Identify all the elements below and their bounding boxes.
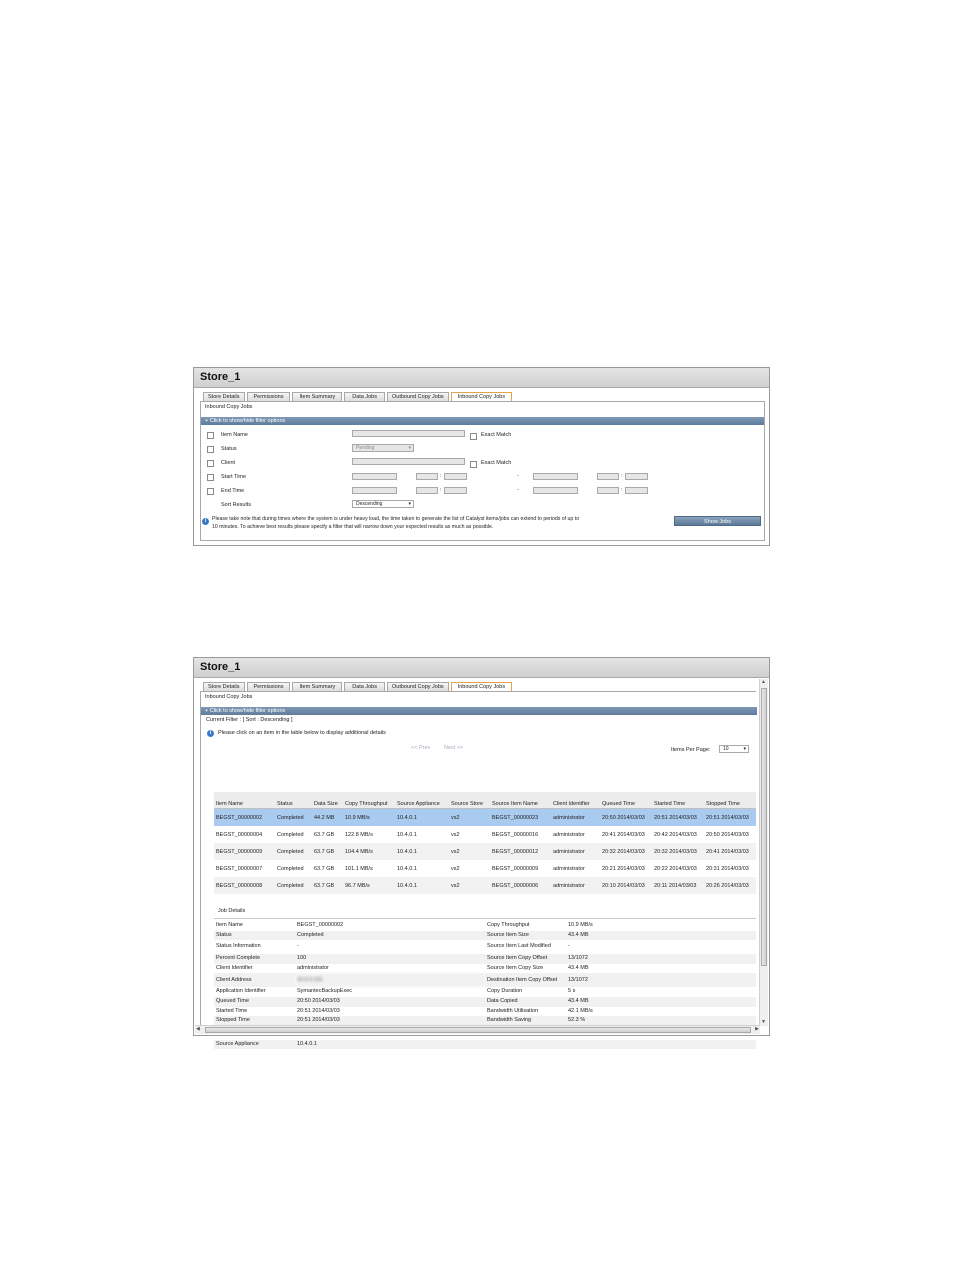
detail-value: BEGST_00000002: [297, 922, 344, 929]
detail-key: Item Name: [216, 922, 243, 929]
sort-results-label: Sort Results: [221, 502, 251, 508]
end-time-from-date[interactable]: [352, 487, 397, 494]
cell-client-identifier: administrator: [553, 865, 585, 872]
end-time-from-minute[interactable]: [444, 487, 467, 494]
detail-value: -: [568, 943, 570, 950]
cell-source-appliance: 10.4.0.1: [395, 843, 449, 860]
cell-queued-time: 20:10 2014/03/03: [600, 877, 652, 894]
cell-stopped-time: 20:31 2014/03/03: [706, 865, 749, 872]
cell-status: Completed: [275, 809, 312, 827]
detail-key: Client Address: [214, 973, 295, 987]
tab-content: [200, 691, 756, 1047]
detail-key: Status: [214, 931, 295, 941]
end-time-label: End Time: [221, 488, 245, 494]
cell-client-identifier: administrator: [551, 843, 600, 860]
detail-key: Application Identifier: [216, 988, 266, 995]
table-hint-text: Please click on an item in the table below to display additional details: [218, 730, 386, 736]
cell-client-identifier: administrator: [551, 809, 600, 827]
column-header[interactable]: Source Appliance: [395, 792, 449, 809]
cell-item-name: BEGST_00000009: [214, 843, 275, 860]
cell-status: Completed: [277, 865, 304, 872]
client-input[interactable]: [352, 458, 465, 465]
detail-value: 13/1072: [566, 954, 756, 964]
cell-started-time: 20:42 2014/03/03: [654, 831, 697, 838]
detail-row: [214, 997, 756, 1007]
detail-key: Bandwidth Utilisation: [487, 1007, 539, 1014]
cell-source-item-name: BEGST_00000006: [490, 877, 551, 894]
cell-stopped-time: 20:26 2014/03/03: [704, 877, 756, 894]
client-exact-match-label: Exact Match: [481, 460, 512, 466]
cell-data-size: 63.7 GB: [314, 865, 335, 872]
filter-toggle-bar[interactable]: + Click to show/hide filter options: [201, 417, 764, 425]
detail-value: 5 s: [568, 988, 576, 995]
start-time-to-minute[interactable]: [625, 473, 648, 480]
detail-row: [214, 1040, 756, 1050]
detail-row: [214, 987, 756, 997]
start-time-to-date[interactable]: [533, 473, 578, 480]
end-time-to-date[interactable]: [533, 487, 578, 494]
cell-queued-time: 20:41 2014/03/03: [602, 831, 645, 838]
cell-data-size: 63.7 GB: [312, 877, 343, 894]
start-time-from-hour[interactable]: [416, 473, 438, 480]
item-name-checkbox[interactable]: [207, 432, 214, 439]
table-header-row: [214, 792, 756, 809]
start-time-label: Start Time: [221, 474, 247, 480]
cell-client-identifier: administrator: [551, 877, 600, 894]
cell-stopped-time: 20:51 2014/03/03: [704, 809, 756, 827]
cell-copy-throughput: 101.1 MB/s: [345, 865, 373, 872]
scroll-right-icon[interactable]: ▶: [755, 1026, 759, 1032]
detail-key: Source Item Copy Offset: [485, 954, 566, 964]
scroll-down-icon[interactable]: ▼: [761, 1019, 766, 1025]
detail-value: 10.4.0.1: [295, 1040, 485, 1050]
detail-value: 43.4 MB: [568, 964, 589, 971]
cell-stopped-time: 20:41 2014/03/03: [704, 843, 756, 860]
vertical-scrollbar[interactable]: [759, 679, 768, 1026]
cell-copy-throughput: 96.7 MB/s: [343, 877, 395, 894]
detail-value: 43.4 MB: [566, 931, 756, 941]
items-per-page-label: Items Per Page:: [671, 747, 711, 753]
detail-key: Status Information: [216, 943, 261, 950]
inbound-copy-jobs-filter-panel: [193, 367, 770, 546]
cell-status: Completed: [275, 843, 312, 860]
column-header[interactable]: Copy Throughput: [343, 792, 395, 809]
table-row[interactable]: [214, 860, 756, 877]
show-jobs-button[interactable]: Show Jobs: [674, 516, 761, 526]
next-page-link[interactable]: Next >>: [444, 745, 464, 751]
horizontal-scrollbar[interactable]: [195, 1025, 760, 1034]
cell-source-store: vs2: [449, 809, 490, 827]
detail-key: Source Item Size: [485, 931, 566, 941]
item-name-exact-match-label: Exact Match: [481, 432, 512, 438]
cell-source-store: vs2: [449, 843, 490, 860]
cell-queued-time: 20:21 2014/03/03: [602, 865, 645, 872]
cell-source-item-name: BEGST_00000012: [490, 843, 551, 860]
scroll-up-icon[interactable]: ▲: [761, 679, 766, 685]
cell-copy-throughput: 10.9 MB/s: [343, 809, 395, 827]
cell-item-name: BEGST_00000002: [214, 809, 275, 827]
cell-source-appliance: 10.4.0.1: [395, 877, 449, 894]
cell-data-size: 44.2 MB: [312, 809, 343, 827]
vertical-scroll-thumb[interactable]: [761, 688, 767, 966]
cell-data-size: 63.7 GB: [314, 831, 335, 838]
cell-source-item-name: BEGST_00000009: [492, 865, 539, 872]
end-time-to-minute[interactable]: [625, 487, 648, 494]
detail-row: [214, 964, 756, 974]
detail-value: 52.3 %: [566, 1016, 756, 1026]
detail-key: Queued Time: [214, 997, 295, 1007]
range-dash: -: [517, 473, 519, 479]
cell-source-store: vs2: [449, 877, 490, 894]
detail-value: 10.9 MB/s: [568, 922, 593, 929]
tab-content: [200, 401, 765, 541]
column-header[interactable]: Started Time: [652, 792, 704, 809]
column-header[interactable]: Client Identifier: [551, 792, 600, 809]
item-name-exact-match-checkbox[interactable]: [470, 433, 477, 440]
end-time-from-hour[interactable]: [416, 487, 438, 494]
table-row[interactable]: [214, 877, 756, 894]
detail-row: [214, 940, 756, 954]
detail-key: Source Item Last Modified: [487, 943, 551, 950]
jobs-table: [214, 792, 756, 894]
cell-source-store: vs2: [451, 865, 460, 872]
detail-value: SymantecBackupExec: [297, 988, 353, 995]
detail-key: Copy Duration: [487, 988, 523, 995]
detail-key: Source Appliance: [214, 1040, 295, 1050]
job-details-divider: [214, 918, 756, 919]
column-header[interactable]: Source Store: [449, 792, 490, 809]
tab-inbound-copy-jobs[interactable]: Inbound Copy Jobs: [451, 682, 512, 691]
tab-data-jobs[interactable]: Data Jobs: [344, 682, 385, 691]
detail-value: 20:51 2014/03/03: [295, 1016, 485, 1026]
column-header[interactable]: Data Size: [312, 792, 343, 809]
detail-row: [214, 931, 756, 941]
cell-copy-throughput: 122.8 MB/s: [345, 831, 373, 838]
cell-queued-time: 20:32 2014/03/03: [600, 843, 652, 860]
detail-value: 43.4 MB: [566, 997, 756, 1007]
item-name-input[interactable]: [352, 430, 465, 437]
end-time-to-hour[interactable]: [597, 487, 619, 494]
store-tabs: [203, 682, 512, 691]
column-header[interactable]: Stopped Time: [704, 792, 756, 809]
detail-key: [485, 1040, 566, 1050]
detail-value: [566, 1040, 756, 1050]
sort-results-select[interactable]: [352, 500, 414, 508]
cell-client-identifier: administrator: [553, 831, 585, 838]
detail-value-client-address: 10.0.0.101: [295, 973, 485, 987]
cell-data-size: 63.7 GB: [312, 843, 343, 860]
end-time-checkbox[interactable]: [207, 488, 214, 495]
info-icon: i: [207, 730, 214, 737]
detail-value: 100: [295, 954, 485, 964]
current-filter-text: Current Filter : [ Sort : Descending ]: [206, 717, 293, 723]
start-time-from-minute[interactable]: [444, 473, 467, 480]
cell-started-time: 20:51 2014/03/03: [652, 809, 704, 827]
column-header[interactable]: Source Item Name: [490, 792, 551, 809]
status-select-value: Pending: [356, 445, 375, 451]
detail-value: 13/1072: [566, 973, 756, 987]
cell-started-time: 20:11 2014/03/03: [652, 877, 704, 894]
panel-title: Store_1: [194, 368, 769, 388]
cell-status: Completed: [277, 831, 304, 838]
column-header[interactable]: Queued Time: [600, 792, 652, 809]
range-dash: -: [517, 487, 519, 493]
tab-item-summary[interactable]: Item Summary: [292, 682, 342, 691]
start-time-from-date[interactable]: [352, 473, 397, 480]
items-per-page-select[interactable]: [719, 745, 749, 753]
table-row[interactable]: [214, 843, 756, 860]
detail-value: -: [297, 943, 299, 950]
tab-store-details[interactable]: Store Details: [203, 682, 245, 691]
tab-permissions[interactable]: Permissions: [247, 392, 291, 401]
tab-item-summary[interactable]: Item Summary: [292, 392, 342, 401]
cell-copy-throughput: 104.4 MB/s: [343, 843, 395, 860]
items-per-page-value: 10: [723, 746, 729, 752]
cell-source-store: vs2: [451, 831, 460, 838]
cell-started-time: 20:22 2014/03/03: [654, 865, 697, 872]
tab-permissions[interactable]: Permissions: [247, 682, 291, 691]
section-title: Inbound Copy Jobs: [205, 694, 253, 700]
chevron-down-icon: ▾: [743, 746, 746, 752]
inbound-copy-jobs-results-panel: [193, 657, 770, 1047]
prev-page-link[interactable]: << Prev: [411, 745, 431, 751]
detail-row: [214, 973, 756, 987]
detail-key: Copy Throughput: [487, 922, 530, 929]
detail-value: administrator: [297, 964, 329, 971]
panel-title: Store_1: [194, 658, 769, 678]
horizontal-scroll-thumb[interactable]: [205, 1027, 751, 1033]
detail-key: Data Copied: [485, 997, 566, 1007]
time-separator: :: [440, 487, 442, 493]
tab-outbound-copy-jobs[interactable]: Outbound Copy Jobs: [387, 392, 449, 401]
detail-value: 20:51 2014/03/03: [297, 1007, 340, 1014]
detail-value: 20:50 2014/03/03: [295, 997, 485, 1007]
cell-source-appliance: 10.4.0.1: [397, 865, 417, 872]
detail-row: [214, 921, 756, 931]
start-time-checkbox[interactable]: [207, 474, 214, 481]
client-exact-match-checkbox[interactable]: [470, 461, 477, 468]
table-row[interactable]: [214, 826, 756, 843]
scroll-left-icon[interactable]: ◀: [196, 1026, 200, 1032]
detail-key: Started Time: [216, 1007, 248, 1014]
cell-started-time: 20:32 2014/03/03: [652, 843, 704, 860]
column-header[interactable]: Item Name: [214, 792, 275, 809]
store-tabs: [203, 392, 512, 401]
chevron-down-icon: ▾: [408, 501, 411, 507]
job-details-title: Job Details: [218, 908, 246, 914]
detail-key: Bandwidth Saving: [485, 1016, 566, 1026]
status-checkbox[interactable]: [207, 446, 214, 453]
filter-toggle-bar[interactable]: + Click to show/hide filter options: [201, 707, 757, 715]
detail-key: Client Identifier: [216, 964, 253, 971]
cell-queued-time: 20:50 2014/03/03: [600, 809, 652, 827]
cell-item-name: BEGST_00000007: [216, 865, 263, 872]
section-title: Inbound Copy Jobs: [205, 404, 253, 410]
cell-source-appliance: 10.4.0.1: [395, 809, 449, 827]
detail-row: [214, 954, 756, 964]
client-label: Client: [221, 460, 236, 466]
cell-status: Completed: [275, 877, 312, 894]
detail-value: 42.1 MB/s: [568, 1007, 593, 1014]
tab-store-details[interactable]: Store Details: [203, 392, 245, 401]
heavy-load-note-line1: Please take note that during times where the system is under heavy load, the time taken to generate the list of Catalyst items/jobs can extend to periods of up to: [212, 516, 580, 522]
table-row[interactable]: [214, 809, 756, 827]
status-label: Status: [221, 446, 237, 452]
info-icon: i: [202, 518, 209, 525]
cell-source-appliance: 10.4.0.1: [397, 831, 417, 838]
time-separator: :: [440, 473, 442, 479]
detail-key: Percent Complete: [214, 954, 295, 964]
cell-item-name: BEGST_00000008: [214, 877, 275, 894]
detail-key: Stopped Time: [214, 1016, 295, 1026]
tab-data-jobs[interactable]: Data Jobs: [344, 392, 385, 401]
item-name-label: Item Name: [221, 432, 248, 438]
tab-outbound-copy-jobs[interactable]: Outbound Copy Jobs: [387, 682, 449, 691]
time-separator: :: [621, 487, 623, 493]
status-select[interactable]: [352, 444, 414, 452]
heavy-load-note-line2: 10 minutes. To achieve best results please specify a filter that will narrow down your expected results as much as possible.: [212, 524, 494, 530]
client-checkbox[interactable]: [207, 460, 214, 467]
cell-source-item-name: BEGST_00000023: [490, 809, 551, 827]
sort-select-value: Descending: [356, 501, 383, 507]
detail-value: Completed: [295, 931, 485, 941]
chevron-down-icon: ▾: [408, 445, 411, 451]
time-separator: :: [621, 473, 623, 479]
start-time-to-hour[interactable]: [597, 473, 619, 480]
detail-row: [214, 1007, 756, 1017]
column-header[interactable]: Status: [275, 792, 312, 809]
detail-key: Destination Item Copy Offset: [485, 973, 566, 987]
cell-item-name: BEGST_00000004: [216, 831, 263, 838]
cell-source-item-name: BEGST_00000016: [492, 831, 539, 838]
tab-inbound-copy-jobs[interactable]: Inbound Copy Jobs: [451, 392, 512, 401]
detail-key: Source Item Copy Size: [487, 964, 544, 971]
cell-stopped-time: 20:50 2014/03/03: [706, 831, 749, 838]
